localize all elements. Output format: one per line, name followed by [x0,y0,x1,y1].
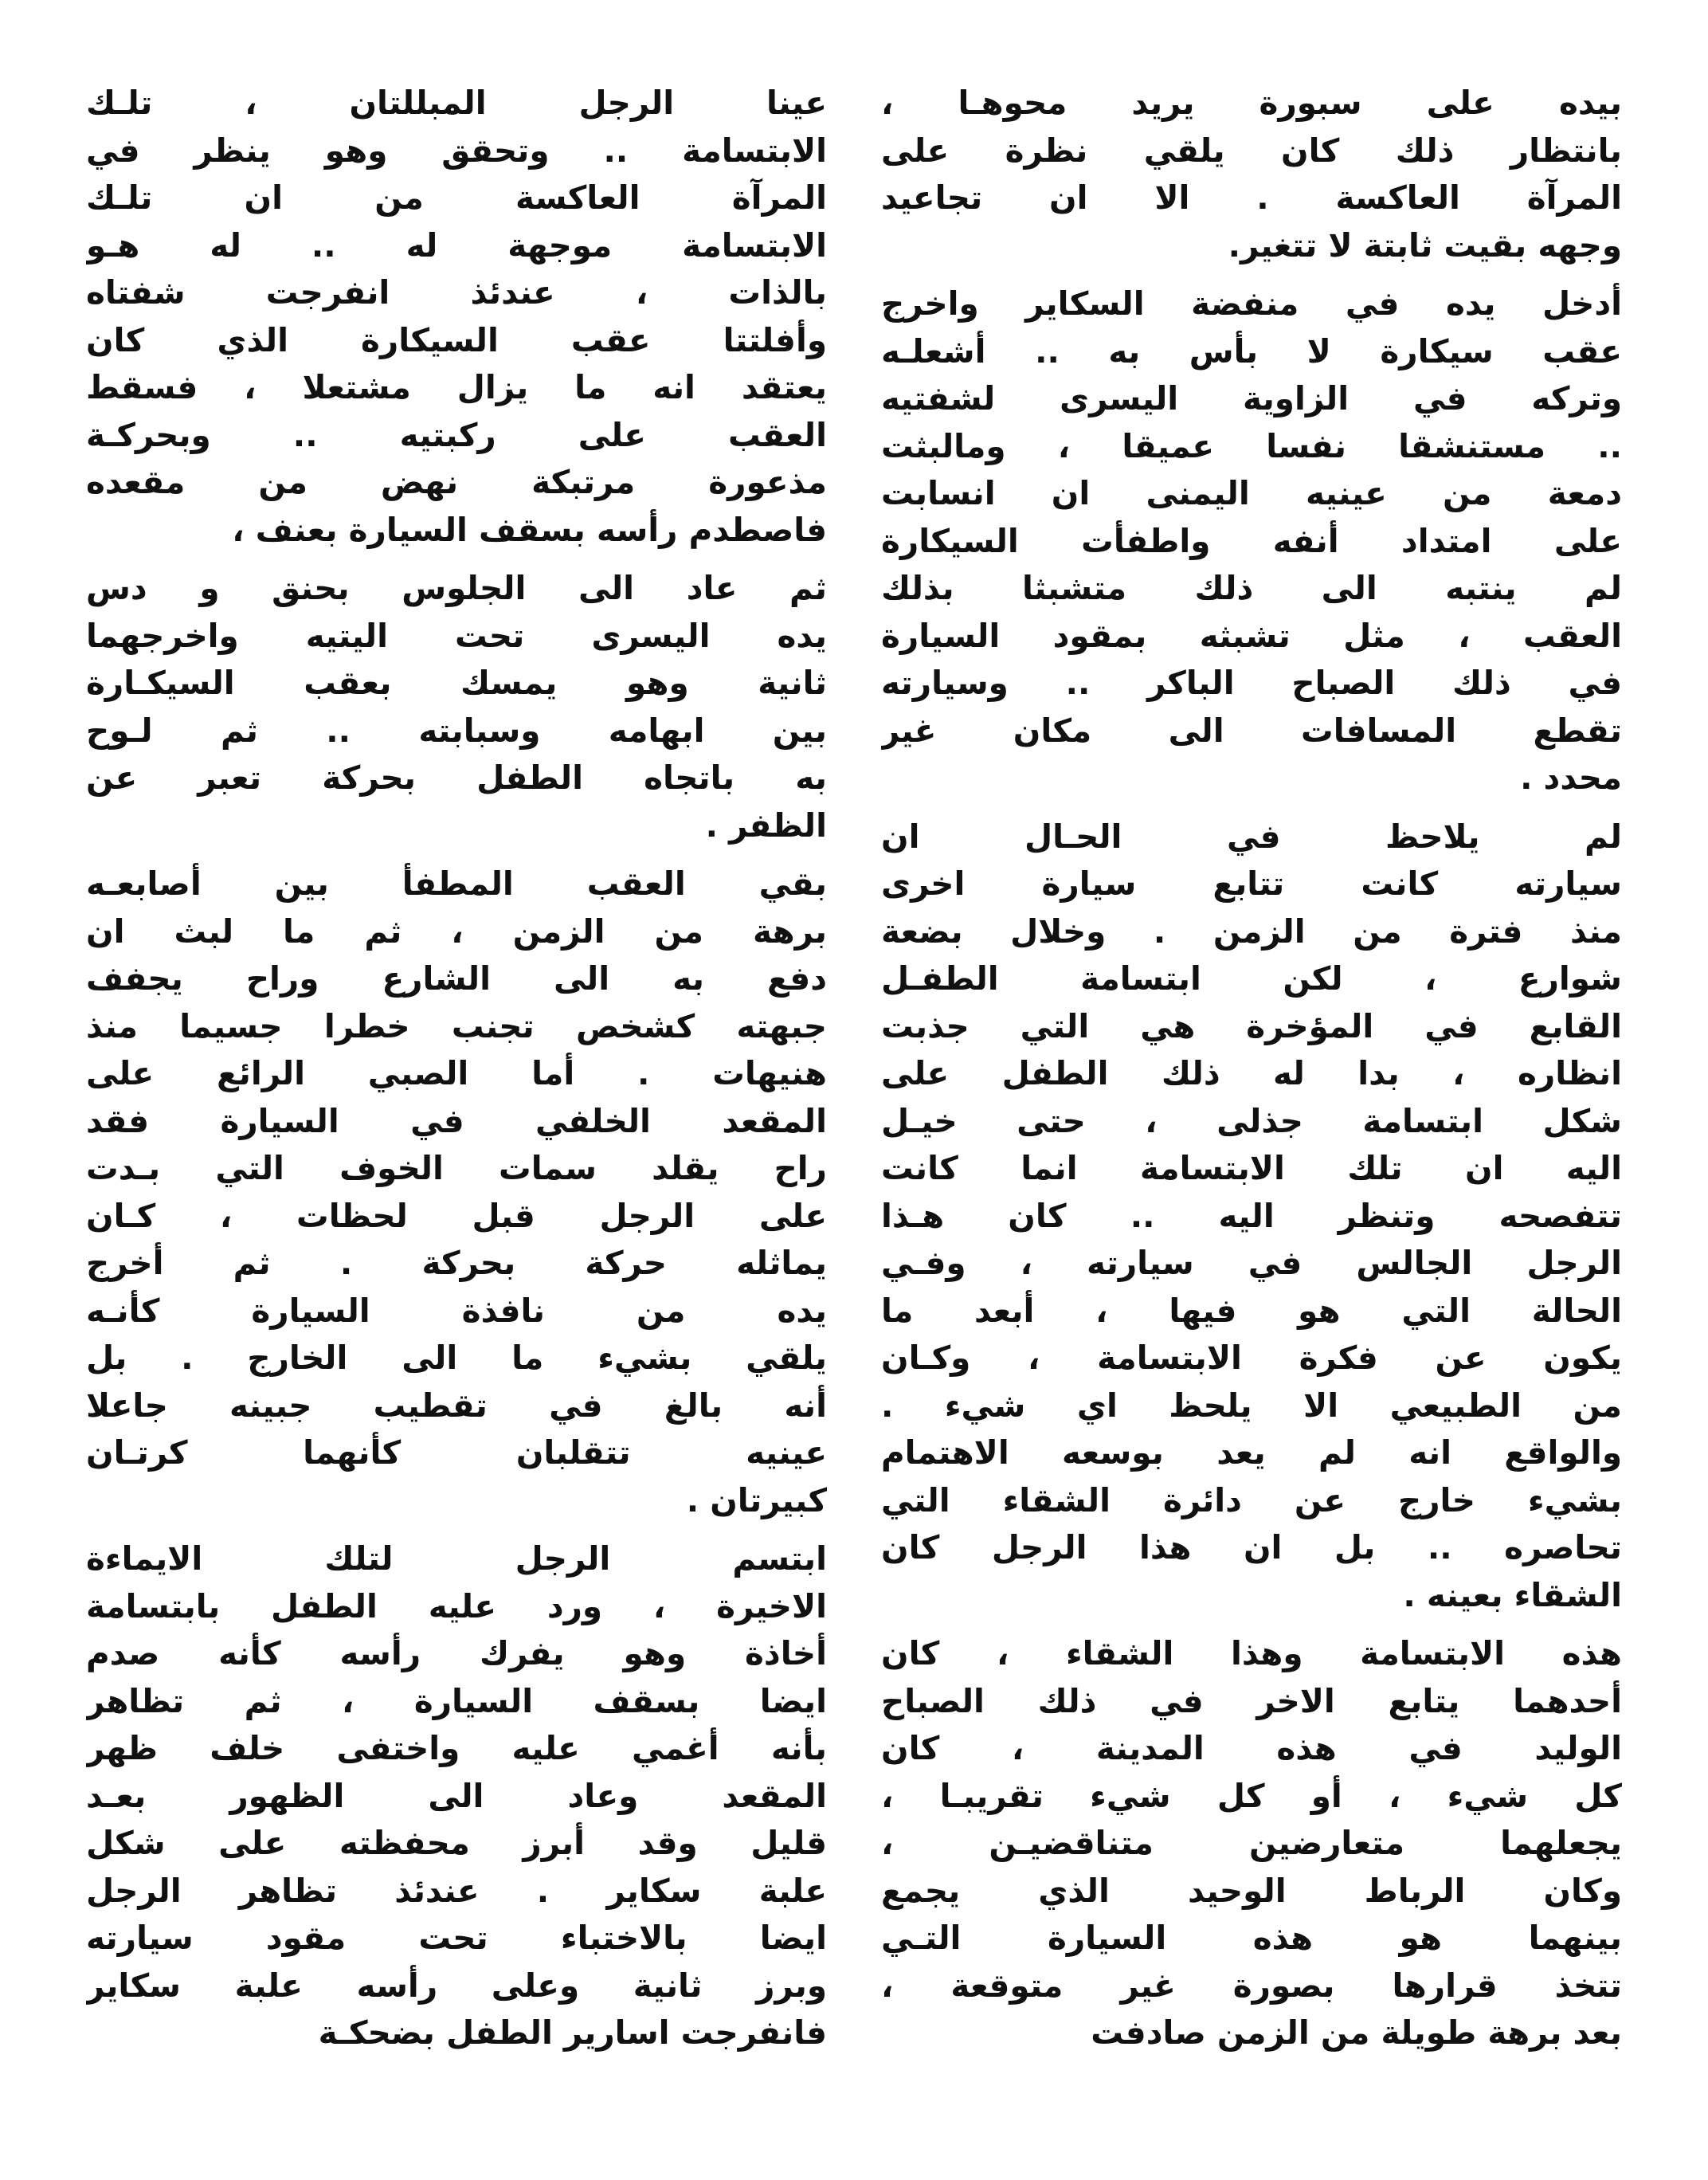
text-line: الشقاء بعينه . [1403,1575,1622,1614]
text-line: بالذات ، عندئذ انفرجت شفتاه [86,273,827,312]
text-line: وكان الرباط الوحيد الذي يجمع [881,1871,1622,1910]
text-line: ثم عاد الى الجلوس بحنق و دس [86,569,827,607]
text-line: هذه الابتسامة وهذا الشقاء ، كان [881,1634,1622,1672]
text-line: يكون عن فكرة الابتسامة ، وكـان [881,1339,1622,1377]
text-line: الظفر . [705,806,827,845]
text-line: بين ابهامه وسبابته .. ثم لـوح [86,711,827,750]
text-column-left [86,80,827,2068]
text-line: أدخل يده في منفضة السكاير واخرج [881,284,1622,323]
text-line: يعتقد انه ما يزال مشتعلا ، فسقط [86,368,827,406]
text-line: عينيه تتقلبان كأنهما كرتـان [86,1433,827,1472]
text-line: وأفلتتا عقب السيكارة الذي كان [86,320,827,359]
text-line: لم يلاحظ في الحـال ان [881,817,1622,856]
text-line: ايضا بالاختباء تحت مقود سيارته [86,1919,827,1957]
text-line: تتفصحه وتنظر اليه .. كان هـذا [881,1196,1622,1235]
text-line: المقعد وعاد الى الظهور بعـد [86,1776,827,1815]
paragraph [881,814,1622,1620]
text-line: يجعلهما متعارضين متناقضيـن ، [881,1824,1622,1862]
text-line: يلقي بشيء ما الى الخارج . بل [86,1339,827,1377]
text-line: على الرجل قبل لحظات ، كـان [86,1196,827,1235]
text-line: قليل وقد أبرز محفظته على شكل [86,1824,827,1862]
text-line: أنه بالغ في تقطيب جبينه جاعلا [86,1386,827,1425]
text-line: بقي العقب المطفأ بين أصابعـه [86,865,827,903]
text-line: بينهما هو هذه السيارة التـي [881,1919,1622,1957]
text-line: القابع في المؤخرة هي التي جذبت [881,1006,1622,1045]
text-line: شكل ابتسامة جذلى ، حتى خيـل [881,1101,1622,1140]
text-line: الوليد في هذه المدينة ، كان [881,1729,1622,1767]
text-line: الابتسامة موجهة له .. له هـو [86,225,827,265]
text-line: المقعد الخلفي في السيارة فقد [86,1101,827,1140]
paragraph [86,80,827,554]
text-line: في ذلك الصباح الباكر .. وسيارته [881,664,1622,702]
text-line: دفع به الى الشارع وراح يجفف [86,959,827,998]
text-line: بأنه أغمي عليه واختفى خلف ظهر [86,1729,827,1767]
text-line: فانفرجت اسارير الطفل بضحكـة [318,2013,827,2052]
text-line: يده من نافذة السيارة كأنـه [86,1291,827,1330]
text-line: الحالة التي هو فيها ، أبعد ما [881,1291,1622,1330]
text-line: علبة سكاير . عندئذ تظاهر الرجل [86,1871,827,1910]
text-line: شوارع ، لكن ابتسامة الطفـل [881,959,1622,998]
text-line: راح يقلد سمات الخوف التي بـدت [86,1149,827,1187]
text-line: عقب سيكارة لا بأس به .. أشعلـه [881,331,1622,371]
text-line: سيارته كانت تتابع سيارة اخرى [881,865,1622,903]
text-line: الاخيرة ، ورد عليه الطفل بابتسامة [86,1586,827,1625]
text-line: ثانية وهو يمسك بعقب السيكـارة [86,664,827,702]
text-line: أخاذة وهو يفرك رأسه كأنه صدم [86,1634,827,1672]
text-line: ابتسم الرجل لتلك الايماءة [86,1539,827,1578]
paragraph [881,1630,1622,2057]
text-line: كل شيء ، أو كل شيء تقريبـا ، [881,1776,1622,1815]
text-line: الابتسامة .. وتحقق وهو ينظر في [86,131,827,170]
text-line: به باتجاه الطفل بحركة تعبر عن [86,759,827,797]
text-line: عينا الرجل المبللتان ، تلـك [86,84,827,122]
paragraph [86,1535,827,2057]
text-line: ايضا بسقف السيارة ، ثم تظاهر [86,1681,827,1720]
text-line: برهة من الزمن ، ثم ما لبث ان [86,912,827,951]
paragraph [86,565,827,849]
text-line: على امتداد أنفه واطفأت السيكارة [881,521,1622,560]
text-line: الرجل الجالس في سيارته ، وفـي [881,1244,1622,1282]
text-line: يماثله حركة بحركة . ثم أخرج [86,1244,827,1282]
text-line: هنيهات . أما الصبي الرائع على [86,1054,827,1092]
text-line: منذ فترة من الزمن . وخلال بضعة [881,912,1622,951]
text-line: والواقع انه لم يعد بوسعه الاهتمام [881,1433,1622,1472]
paragraph [881,80,1622,269]
text-line: وبرز ثانية وعلى رأسه علبة سكاير [86,1966,827,2005]
text-line: أحدهما يتابع الاخر في ذلك الصباح [881,1681,1622,1720]
paragraph [86,861,827,1524]
text-line: المرآة العاكسة من ان تلـك [86,178,827,217]
text-line: مذعورة مرتبكة نهض من مقعده [86,463,827,501]
text-line: وجهه بقيت ثابتة لا تتغير. [1228,225,1622,265]
text-line: وتركه في الزاوية اليسرى لشفتيه [881,379,1622,418]
text-line: لم ينتبه الى ذلك متشبثا بذلك [881,569,1622,607]
text-line: تحاصره .. بل ان هذا الرجل كان [881,1528,1622,1566]
paragraph [881,280,1622,802]
text-line: .. مستنشقا نفسا عميقا ، ومالبثت [881,426,1622,465]
text-line: بعد برهة طويلة من الزمن صادفت [1091,2013,1622,2052]
text-column-right [881,80,1622,2068]
text-line: من الطبيعي الا يلحظ اي شيء . [881,1386,1622,1425]
text-line: انظاره ، بدا له ذلك الطفل على [881,1054,1622,1092]
text-line: تتخذ قرارها بصورة غير متوقعة ، [881,1966,1622,2005]
text-line: دمعة من عينيه اليمنى ان انسابت [881,474,1622,512]
text-line: جبهته كشخص تجنب خطرا جسيما منذ [86,1006,827,1045]
text-line: تقطع المسافات الى مكان غير [881,711,1622,750]
text-line: اليه ان تلك الابتسامة انما كانت [881,1149,1622,1187]
text-line: محدد . [1520,759,1622,797]
text-line: العقب ، مثل تشبثه بمقود السيارة [881,616,1622,655]
text-line: يده اليسرى تحت اليتيه واخرجهما [86,616,827,655]
text-line: كبيرتان . [686,1480,827,1519]
text-line: فاصطدم رأسه بسقف السيارة بعنف ، [232,510,827,549]
text-line: العقب على ركبتيه .. وبحركـة [86,415,827,454]
text-line: بشيء خارج عن دائرة الشقاء التي [881,1480,1622,1519]
text-line: المرآة العاكسة . الا ان تجاعيد [881,178,1622,217]
text-line: بانتظار ذلك كان يلقي نظرة على [881,131,1622,170]
text-line: بيده على سبورة يريد محوهـا ، [881,84,1622,122]
